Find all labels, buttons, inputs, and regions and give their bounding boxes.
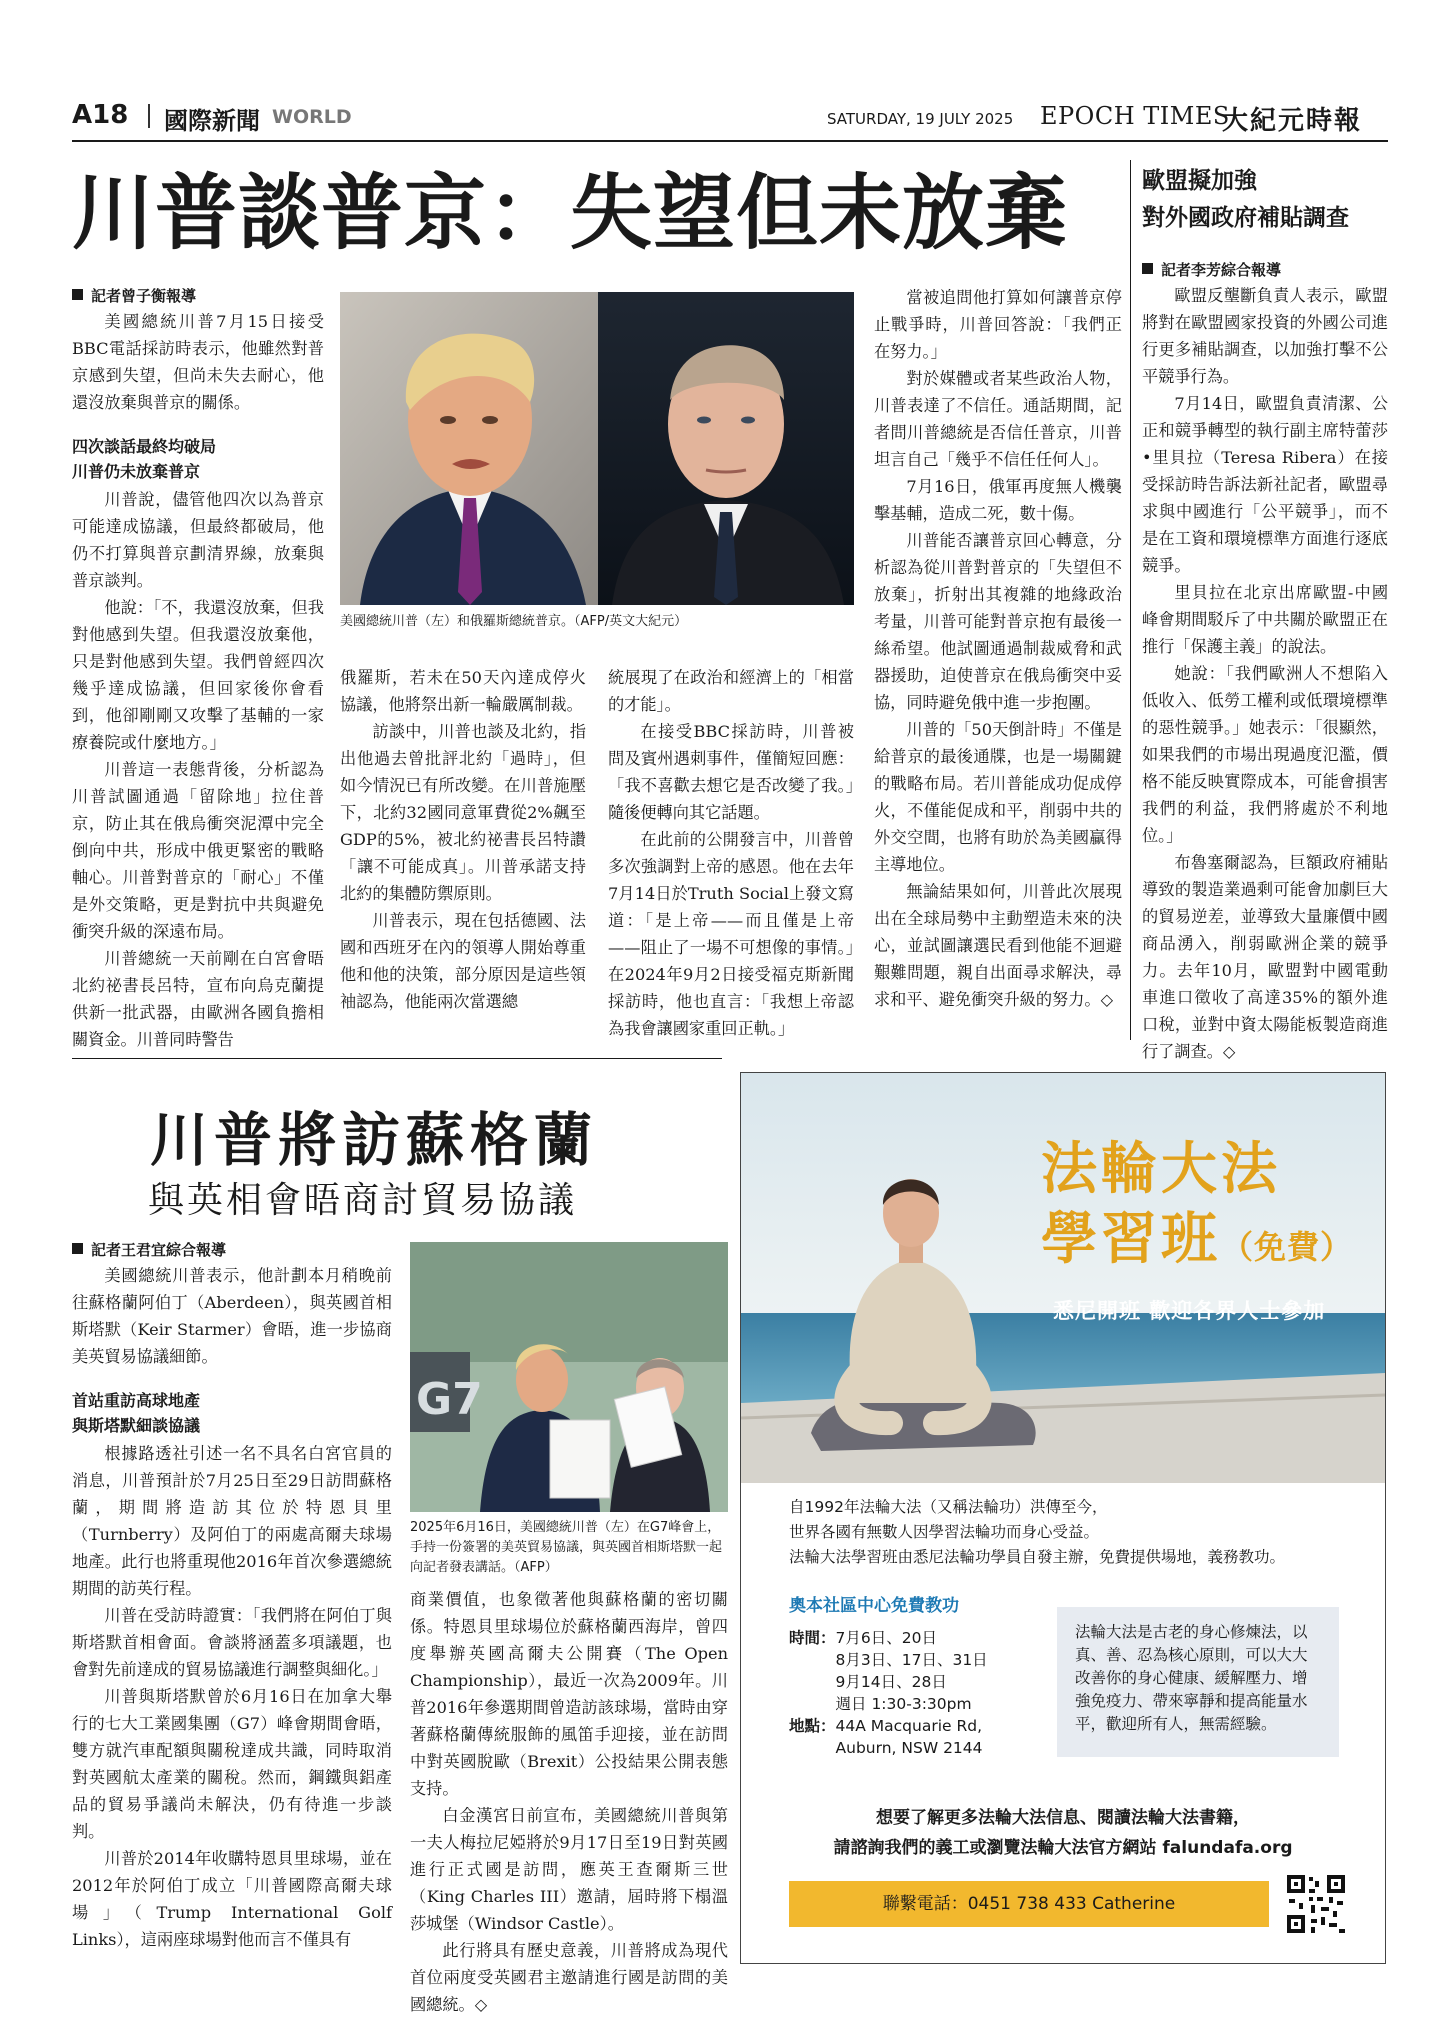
ad-more-info: 想要了解更多法輪大法信息、閱讀法輪大法書籍， 請諮詢我們的義工或瀏覽法輪大法官方網站 falundafa.org <box>833 1808 1293 1858</box>
g7-photo-illustration <box>410 1242 728 1512</box>
ad-venue-info <box>789 1595 1049 1759</box>
masthead <box>72 100 1388 136</box>
falun-dafa-advertisement <box>740 1072 1386 1964</box>
story2-column-1 <box>72 1238 392 1953</box>
story1-column-4 <box>874 284 1122 1013</box>
story1-paragraph: 7月16日，俄軍再度無人機襲擊基輔，造成二死，數十傷。 <box>874 477 1122 523</box>
story2-subhead: 首站重訪高球地產 與斯塔默細談協議 <box>72 1391 201 1435</box>
story2-paragraph: 此行將具有歷史意義，川普將成為現代首位兩度受英國君主邀請進行國是訪問的美國總統。◇ <box>410 1941 728 2014</box>
story1-intro: 美國總統川普7月15日接受BBC電話採訪時表示，他雖然對普京感到失望，但尚未失去耐心，他還沒放棄與普京的關係。 <box>72 312 324 412</box>
story1-headline: 川普談普京：失望但未放棄 <box>72 165 1069 261</box>
story2-paragraph: 商業價值，也象徵著他與蘇格蘭的密切關係。特恩貝里球場位於蘇格蘭西海岸，曾四度舉辦英國高爾夫公開賽（The Open Championship），最近一次為2009年。川普2016年參選期間曾造訪該球場，當時由穿著蘇格蘭傳統服飾的風笛手迎接，並在訪問中對英國脫歐（Brexit）公投結果公開表態支持。 <box>410 1590 728 1798</box>
g7-trump-starmer-photo <box>410 1242 728 1512</box>
side-story-paragraph: 7月14日，歐盟負責清潔、公正和競爭轉型的執行副主席特蕾莎•里貝拉（Teresa Ribera）在接受採訪時告訴法新社記者，歐盟尋求與中國進行「公平競爭」，而不是在工資和環境標準方面進行逐底競爭。 <box>1142 394 1388 575</box>
ad-title: 法輪大法 學習班（免費） <box>1041 1137 1354 1272</box>
story1-byline: 記者曾子衡報導 <box>72 284 324 308</box>
g7-sign: G7 <box>416 1374 483 1425</box>
side-story-byline: 記者李芳綜合報導 <box>1142 258 1388 282</box>
story2-byline: 記者王君宜綜合報導 <box>72 1238 392 1262</box>
story1-paragraph: 統展現了在政治和經濟上的「相當的才能」。 <box>608 668 854 714</box>
story2-deck: 與英相會晤商討貿易協議 <box>148 1180 578 1221</box>
story2-paragraph: 川普與斯塔默曾於6月16日在加拿大舉行的七大工業國集團（G7）峰會期間會晤，雙方就汽車配額與關稅達成共識，同時取消對英國航太產業的關稅。然而，鋼鐵與鋁產品的貿易爭議尚未解決，仍有待進一步談判。 <box>72 1687 392 1841</box>
ad-time: 時間： 7月6日、20日 8月3日、17日、31日 9月14日、28日 週日 1:30-3:30pm <box>789 1629 988 1713</box>
story2-paragraph: 川普於2014年收購特恩貝里球場，並在2012年於阿伯丁成立「川普國際高爾夫球場」（Trump International Golf Links），這兩座球場對他而言不僅具有 <box>72 1849 392 1949</box>
story1-paragraph: 川普總統一天前剛在白宮會晤北約祕書長呂特，宣布向烏克蘭提供新一批武器，由歐洲各國負擔相關資金。川普同時警告 <box>72 949 324 1049</box>
ad-info-box: 法輪大法是古老的身心修煉法，以真、善、忍為核心原則，可以大大改善你的身心健康、緩解壓力、增強免疫力、帶來寧靜和提高能量水平，歡迎所有人，無需經驗。 <box>1057 1607 1339 1757</box>
trump-putin-photo <box>340 292 854 605</box>
side-story-paragraph: 布魯塞爾認為，巨額政府補貼導致的製造業過剩可能會加劇巨大的貿易逆差，並導致大量廉價中國商品湧入，削弱歐洲企業的競爭力。去年10月，歐盟對中國電動車進口徵收了高達35%的額外進口稅，並對中資太陽能板製造商進行了調查。◇ <box>1142 853 1388 1061</box>
column-divider <box>1130 160 1131 1040</box>
side-story-body <box>1142 258 1388 1065</box>
story1-paragraph: 當被追問他打算如何讓普京停止戰爭時，川普回答說：「我們正在努力。」 <box>874 288 1122 361</box>
story1-column-1 <box>72 284 324 1053</box>
section-title: 國際新聞 <box>164 107 260 135</box>
story2-headline: 川普將訪蘇格蘭 <box>150 1106 599 1174</box>
story2-paragraph: 白金漢宮日前宣布，美國總統川普與第一夫人梅拉尼婭將於9月17日至19日對英國進行正式國是訪問，應英王查爾斯三世（King Charles III）邀請，屆時將下榻溫莎城堡（Windsor Castle）。 <box>410 1806 728 1933</box>
portrait-photo-illustration <box>340 292 854 605</box>
bullet-square-icon <box>1142 263 1153 274</box>
story1-paragraph: 川普這一表態背後，分析認為川普試圖通過「留除地」拉住普京，防止其在俄烏衝突泥潭中完全倒向中共，形成中俄更緊密的戰略軸心。川普對普京的「耐心」不僅是外交策略，更是對抗中共與避免衝突升級的深遠布局。 <box>72 760 324 941</box>
ad-tagline: 悉尼開班 歡迎各界人士參加 <box>1053 1299 1326 1323</box>
qr-code-icon <box>1285 1873 1347 1935</box>
ad-place: 地點： 44A Macquarie Rd, Auburn, NSW 2144 <box>789 1717 983 1757</box>
masthead-rule <box>72 140 1388 142</box>
ad-intro: 自1992年法輪大法（又稱法輪功）洪傳至今， 世界各國有無數人因學習法輪功而身心受益。 法輪大法學習班由悉尼法輪功學員自發主辦，免費提供場地，義務教功。 <box>789 1498 1286 1566</box>
story1-paragraph: 訪談中，川普也談及北約，指出他過去曾批評北約「過時」，但如今情況已有所改變。在川普施壓下，北約32國同意軍費從2%飆至GDP的5%，被北約祕書長呂特讚「讓不可能成真」。川普承諾支持北約的集體防禦原則。 <box>340 722 586 903</box>
story1-paragraph: 川普說，儘管他四次以為普京可能達成協議，但最終都破局，他仍不打算與普京劃清界線，放棄與普京談判。 <box>72 490 324 590</box>
story1-paragraph: 川普的「50天倒計時」不僅是給普京的最後通牒，也是一場關鍵的戰略布局。若川普能成功促成停火，不僅能促成和平，削弱中共的外交空間，也將有助於為美國贏得主導地位。 <box>874 720 1122 874</box>
bullet-square-icon <box>72 289 83 300</box>
story1-paragraph: 在接受BBC採訪時，川普被問及賓州遇刺事件，僅簡短回應：「我不喜歡去想它是否改變了我。」隨後便轉向其它話題。 <box>608 722 854 822</box>
story1-column-3 <box>608 664 854 1042</box>
story1-paragraph: 在此前的公開發言中，川普曾多次強調對上帝的感恩。他在去年7月14日於Truth Social上發文寫道：「是上帝——而且僅是上帝——阻止了一場不可想像的事情。」在2024年9月2日接受福克斯新聞採訪時，他也直言：「我想上帝認為我會讓國家重回正軌。」 <box>608 830 854 1038</box>
story1-paragraph: 川普能否讓普京回心轉意，分析認為從川普對普京的「失望但不放棄」，折射出其複雜的地緣政治考量，川普可能對普京抱有最後一絲希望。他試圖通過制裁威脅和武器援助，迫使普京在俄烏衝突中妥協，同時避免俄中進一步抱團。 <box>874 531 1122 712</box>
story2-intro: 美國總統川普表示，他計劃本月稍晚前往蘇格蘭阿伯丁（Aberdeen），與英國首相斯塔默（Keir Starmer）會晤，進一步協商美英貿易協議細節。 <box>72 1266 392 1366</box>
ad-free-label: （免費） <box>1221 1228 1354 1266</box>
story2-photo-caption: 2025年6月16日，美國總統川普（左）在G7峰會上，手持一份簽署的美英貿易協議，與英國首相斯塔默一起向記者發表講話。（AFP） <box>410 1520 723 1575</box>
story2-paragraph: 根據路透社引述一名不具名白宮官員的消息，川普預計於7月25日至29日訪問蘇格蘭，期間將造訪其位於特恩貝里（Turnberry）及阿伯丁的兩處高爾夫球場地產。此行也將重現他2016年首次參選總統期間的訪英行程。 <box>72 1444 392 1598</box>
story1-subhead: 四次談話最終均破局 川普仍未放棄普京 <box>72 437 217 481</box>
brand-logo-en: EPOCH TIMES <box>1040 102 1230 130</box>
story1-paragraph: 無論結果如何，川普此次展現出在全球局勢中主動塑造未來的決心，並試圖讓選民看到他能不迴避艱難問題，親自出面尋求解決，尋求和平、避免衝突升級的努力。◇ <box>874 882 1122 1009</box>
bullet-square-icon <box>72 1243 83 1254</box>
story2-paragraph: 川普在受訪時證實：「我們將在阿伯丁與斯塔默首相會面。會談將涵蓋多項議題，也會對先前達成的貿易協議進行調整與細化。」 <box>72 1606 392 1679</box>
story1-paragraph: 他說：「不，我還沒放棄，但我對他感到失望。但我還沒放棄他，只是對他感到失望。我們曾經四次幾乎達成協議，但回家後你會看到，他卻剛剛又攻擊了基輔的一家療養院或什麼地方。」 <box>72 598 324 752</box>
side-story-paragraph: 歐盟反壟斷負責人表示，歐盟將對在歐盟國家投資的外國公司進行更多補貼調查，以加強打擊不公平競爭行為。 <box>1142 286 1388 386</box>
section-title-en: WORLD <box>272 106 352 128</box>
story1-column-2 <box>340 664 586 1015</box>
story1-paragraph: 川普表示，現在包括德國、法國和西班牙在內的領導人開始尊重他和他的決策，部分原因是這些領袖認為，他能兩次當選總 <box>340 911 586 1011</box>
brand-logo-zh: 大紀元時報 <box>1222 106 1363 136</box>
masthead-divider <box>148 104 150 128</box>
ad-venue-title: 奧本社區中心免費教功 <box>789 1596 959 1616</box>
story1-paragraph: 對於媒體或者某些政治人物，川普表達了不信任。通話期間，記者問川普總統是否信任普京，川普坦言自己「幾乎不信任任何人」。 <box>874 369 1122 469</box>
side-story-headline: 歐盟擬加強 對外國政府補貼調查 <box>1142 168 1349 231</box>
story1-paragraph: 俄羅斯，若未在50天內達成停火協議，他將祭出新一輪嚴厲制裁。 <box>340 668 586 714</box>
page-number: A18 <box>72 100 129 130</box>
story2-column-2 <box>410 1586 728 2018</box>
section-divider <box>72 1058 722 1059</box>
side-story-paragraph: 她說：「我們歐洲人不想陷入低收入、低勞工權利或低環境標準的惡性競爭。」她表示：「很顯然，如果我們的市場出現過度氾濫，價格不能反映實際成本，可能會損害我們的利益，我們將處於不利地位。」 <box>1142 664 1388 845</box>
ad-contact-bar: 聯繫電話：0451 738 433 Catherine <box>789 1881 1269 1927</box>
side-story-paragraph: 里貝拉在北京出席歐盟-中國峰會期間駁斥了中共關於歐盟正在推行「保護主義」的說法。 <box>1142 583 1388 656</box>
story1-photo-caption: 美國總統川普（左）和俄羅斯總統普京。（AFP/英文大紀元） <box>340 614 688 629</box>
issue-date: SATURDAY, 19 JULY 2025 <box>827 110 1014 128</box>
